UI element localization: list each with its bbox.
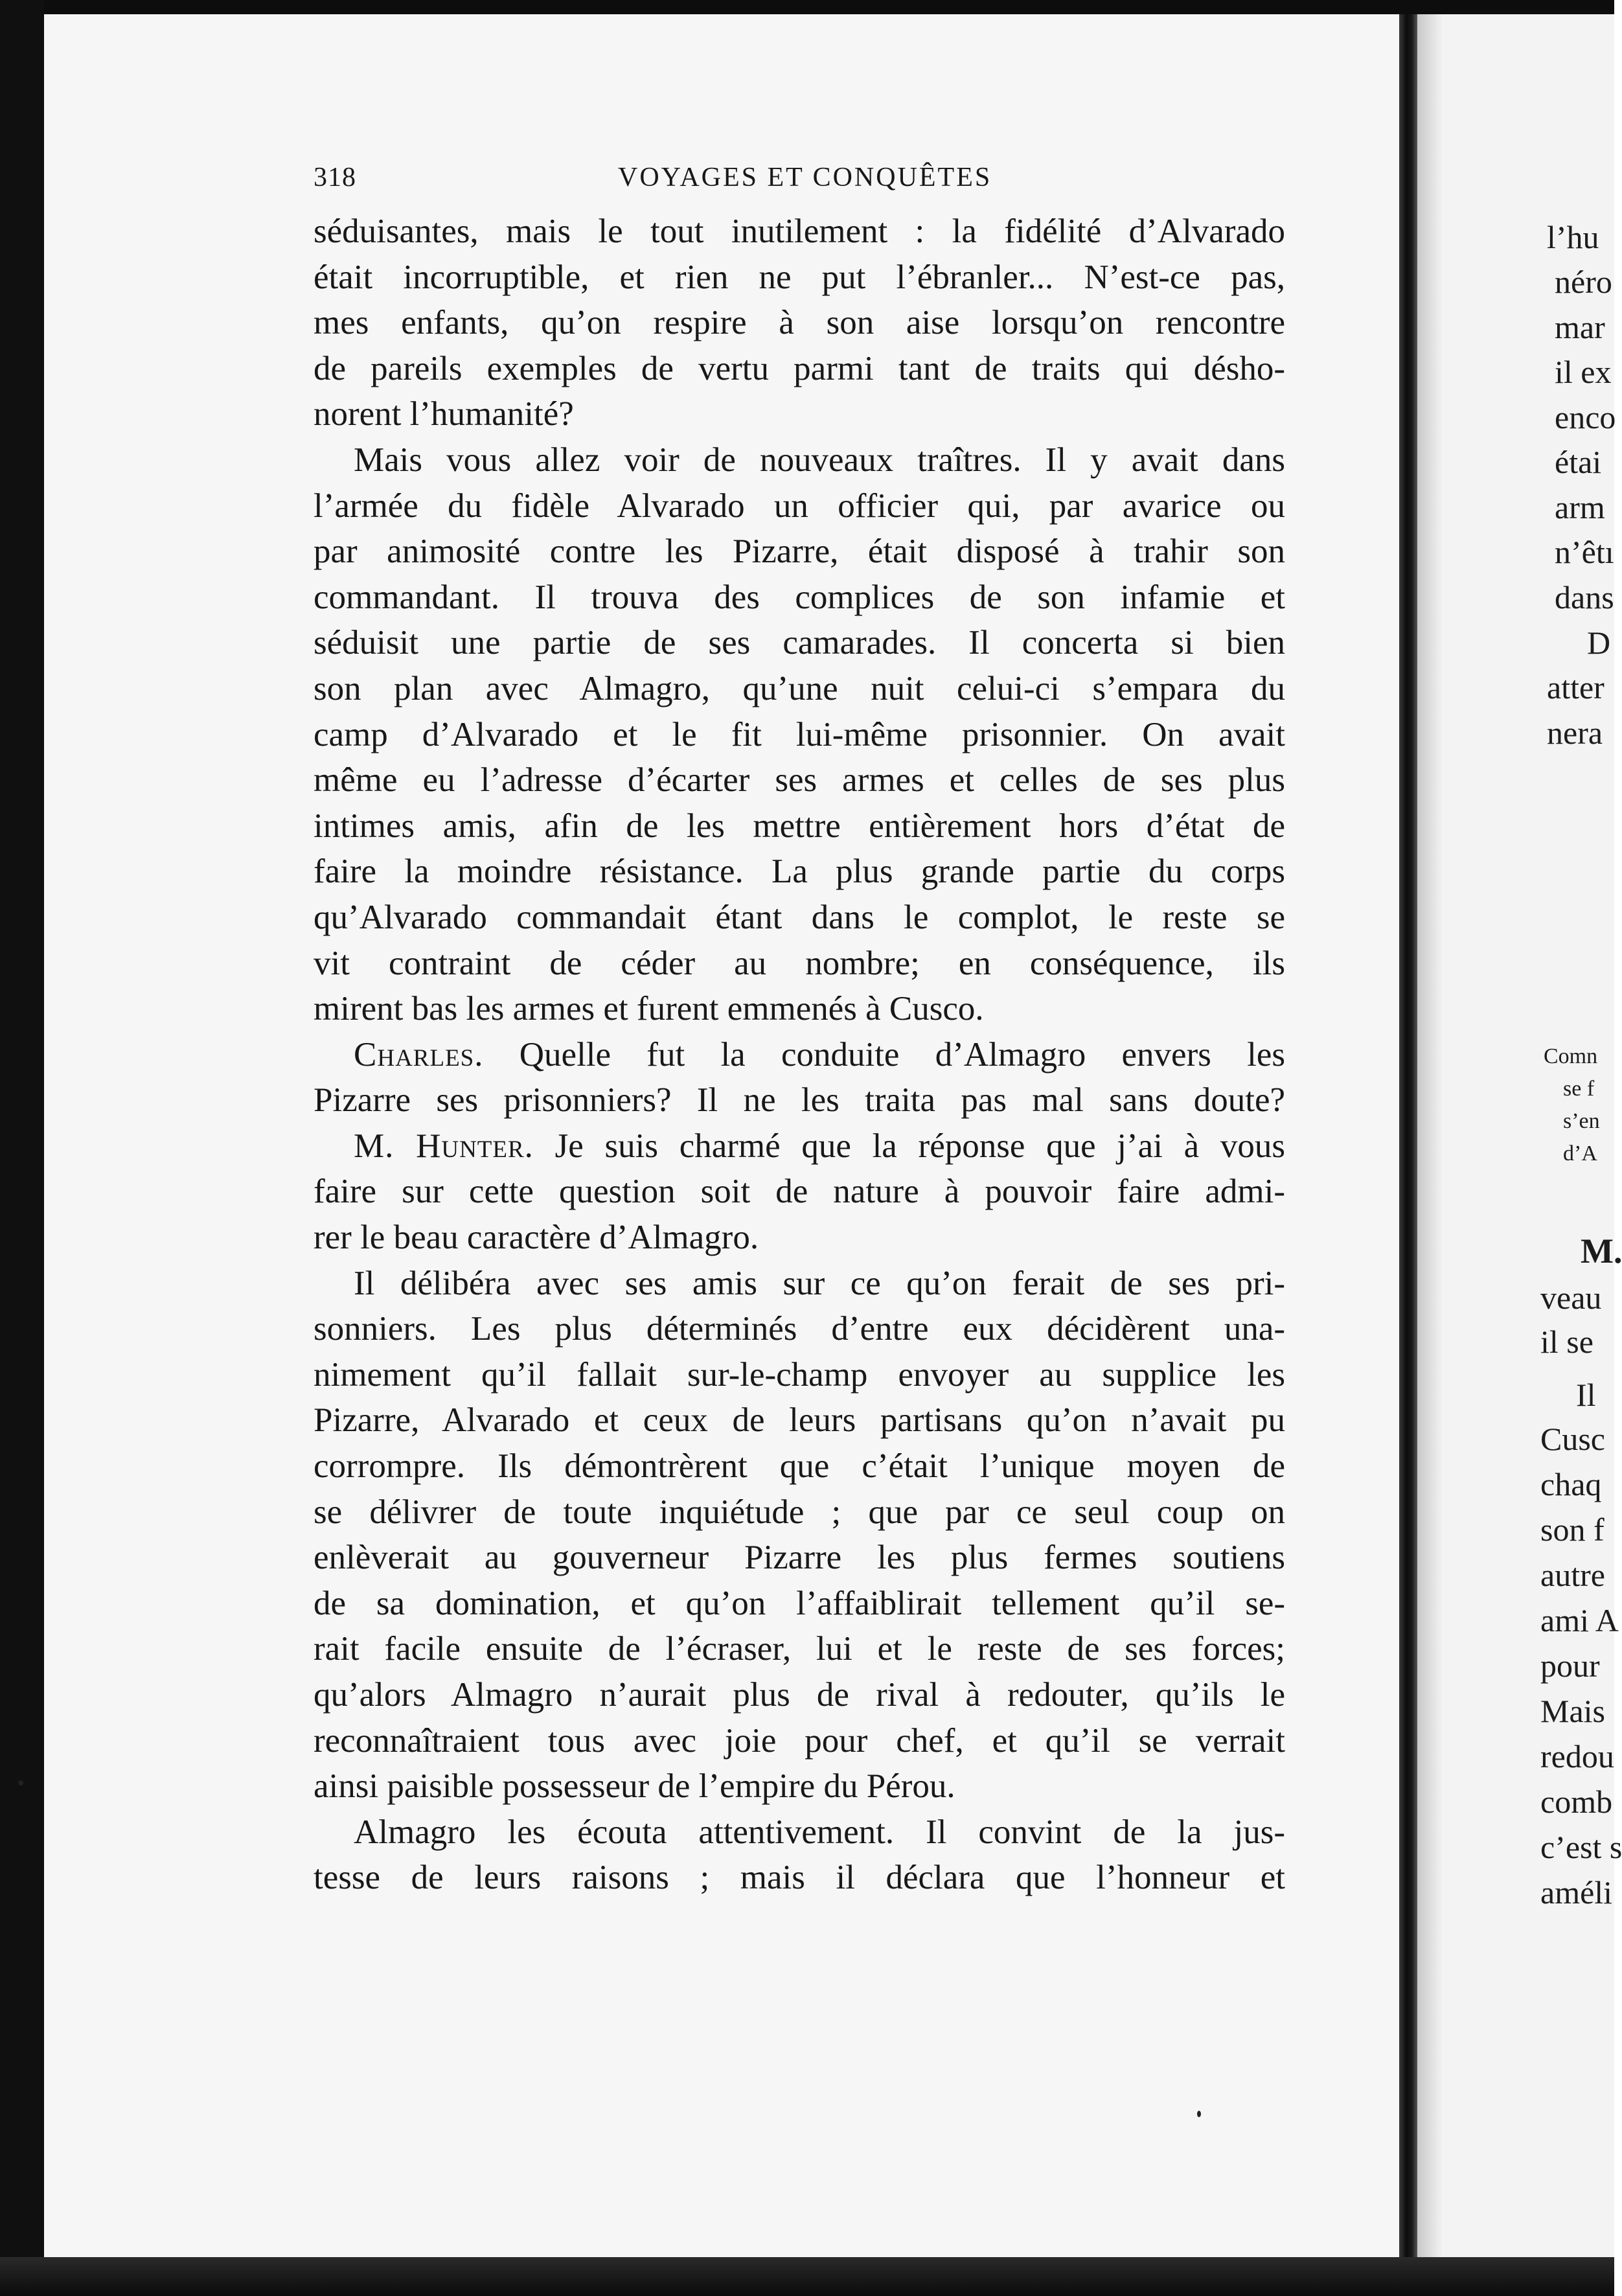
dialogue-text: Quelle fut la conduite d’Almagro envers les	[519, 1035, 1285, 1073]
facing-caption-line: se f	[1563, 1077, 1595, 1101]
text-line: Pizarre, Alvarado et ceux de leurs partisans qu’on n’avait pu	[314, 1401, 1285, 1440]
facing-line: l’hu	[1547, 219, 1599, 255]
facing-line: il ex	[1555, 354, 1612, 390]
scan-speck	[1197, 2111, 1201, 2117]
page-number: 318	[314, 163, 356, 192]
facing-line: atter	[1547, 669, 1605, 706]
text-line: corrompre. Ils démontrèrent que c’était l’unique moyen de	[314, 1447, 1285, 1486]
speaker-name: M. Hunter.	[354, 1127, 534, 1165]
facing-line: Il	[1576, 1377, 1596, 1413]
facing-line: Cusc	[1540, 1421, 1605, 1457]
text-line: commandant. Il trouva des complices de son infamie et	[314, 578, 1285, 616]
text-line: qu’Alvarado commandait étant dans le complot, le reste se	[314, 898, 1285, 936]
facing-line: n’êtı	[1555, 534, 1614, 570]
text-line: camp d’Alvarado et le fit lui-même prisonnier. On avait	[314, 715, 1285, 753]
facing-line: néro	[1555, 264, 1612, 300]
text-line: reconnaîtraient tous avec joie pour chef, et qu’il se verrait	[314, 1721, 1285, 1760]
text-line: était incorruptible, et rien ne put l’ébranler... N’est-ce pas,	[314, 258, 1285, 296]
text-line: son plan avec Almagro, qu’une nuit celui-ci s’empara du	[314, 669, 1285, 707]
facing-caption-line: s’en	[1563, 1109, 1600, 1133]
facing-line: c’est s	[1540, 1829, 1622, 1865]
facing-caption-line: Comn	[1544, 1044, 1598, 1068]
scan-border-left	[0, 0, 44, 2296]
scan-border-bottom	[0, 2257, 1614, 2296]
facing-line: autre	[1540, 1557, 1605, 1593]
text-line: Pizarre ses prisonniers? Il ne les traita pas mal sans doute?	[314, 1081, 1285, 1119]
facing-page-fragment	[1443, 14, 1622, 2257]
text-line: norent l’humanité?	[314, 395, 574, 433]
text-line: Il délibéra avec ses amis sur ce qu’on ferait de ses pri-	[354, 1264, 1285, 1302]
running-title: VOYAGES ET CONQUÊTES	[618, 163, 992, 192]
dialogue-text: Je suis charmé que la réponse que j’ai à vous	[554, 1127, 1285, 1165]
facing-line: chaq	[1540, 1466, 1602, 1502]
facing-line: étai	[1555, 444, 1602, 480]
facing-line: ami A	[1540, 1602, 1619, 1638]
facing-line: M.	[1581, 1232, 1622, 1270]
text-line: l’armée du fidèle Alvarado un officier qui, par avarice ou	[314, 487, 1285, 525]
text-line: faire la moindre résistance. La plus grande partie du corps	[314, 853, 1285, 891]
text-line: nimement qu’il fallait sur-le-champ envoyer au supplice les	[314, 1355, 1285, 1394]
text-line: intimes amis, afin de les mettre entièrement hors d’état de	[314, 807, 1285, 845]
facing-line: son f	[1540, 1511, 1605, 1548]
facing-line: arm	[1555, 489, 1605, 525]
page-body	[314, 209, 1285, 1901]
text-line: faire sur cette question soit de nature à pouvoir faire admi-	[314, 1173, 1285, 1211]
text-line: sonniers. Les plus déterminés d’entre eux décidèrent una-	[314, 1310, 1285, 1348]
text-line: de pareils exemples de vertu parmi tant de traits qui désho-	[314, 349, 1285, 387]
speaker-name: Charles.	[354, 1035, 484, 1073]
text-line: mirent bas les armes et furent emmenés à Cusco.	[314, 990, 984, 1028]
facing-line: veau	[1540, 1280, 1602, 1316]
text-line: séduisit une partie de ses camarades. Il concerta si bien	[314, 624, 1285, 662]
text-line: Mais vous allez voir de nouveaux traîtres. Il y avait dans	[354, 441, 1285, 479]
facing-line: comb	[1540, 1784, 1613, 1820]
facing-line: enco	[1555, 399, 1616, 435]
dialogue-line-charles	[314, 1032, 1285, 1078]
facing-line: Mais	[1540, 1693, 1605, 1729]
text-line: enlèverait au gouverneur Pizarre les plus fermes soutiens	[314, 1539, 1285, 1577]
scan-speck	[18, 1780, 23, 1785]
facing-line: redou	[1540, 1738, 1614, 1774]
gutter-shadow	[1417, 14, 1443, 2269]
text-line: même eu l’adresse d’écarter ses armes et celles de ses plus	[314, 761, 1285, 799]
text-line: se délivrer de toute inquiétude ; que par ce seul coup on	[314, 1493, 1285, 1531]
running-header	[314, 162, 1266, 201]
text-line: mes enfants, qu’on respire à son aise lorsqu’on rencontre	[314, 304, 1285, 342]
facing-line: améli	[1540, 1874, 1613, 1911]
facing-caption-line: d’A	[1563, 1142, 1597, 1165]
text-line: par animosité contre les Pizarre, était disposé à trahir son	[314, 533, 1285, 571]
text-line: ainsi paisible possesseur de l’empire du Pérou.	[314, 1767, 955, 1806]
facing-line: pour	[1540, 1647, 1600, 1684]
facing-line: mar	[1555, 309, 1605, 345]
book-gutter	[1399, 14, 1417, 2269]
text-line: qu’alors Almagro n’aurait plus de rival à redouter, qu’ils le	[314, 1676, 1285, 1714]
text-line: rait facile ensuite de l’écraser, lui et le reste de ses forces;	[314, 1630, 1285, 1668]
text-line: Almagro les écouta attentivement. Il convint de la jus-	[354, 1813, 1285, 1851]
text-line: séduisantes, mais le tout inutilement : la fidélité d’Alvarado	[314, 212, 1285, 250]
scan-border-top	[0, 0, 1614, 14]
text-line: rer le beau caractère d’Almagro.	[314, 1219, 759, 1257]
text-line: de sa domination, et qu’on l’affaiblirait tellement qu’il se-	[314, 1584, 1285, 1622]
facing-line: nera	[1547, 715, 1603, 751]
text-line: tesse de leurs raisons ; mais il déclara que l’honneur et	[314, 1859, 1285, 1897]
text-line: vit contraint de céder au nombre; en conséquence, ils	[314, 944, 1285, 982]
dialogue-line-hunter	[314, 1123, 1285, 1169]
facing-line: D	[1587, 625, 1611, 661]
facing-line: dans	[1555, 579, 1614, 615]
facing-line: il se	[1540, 1324, 1593, 1360]
